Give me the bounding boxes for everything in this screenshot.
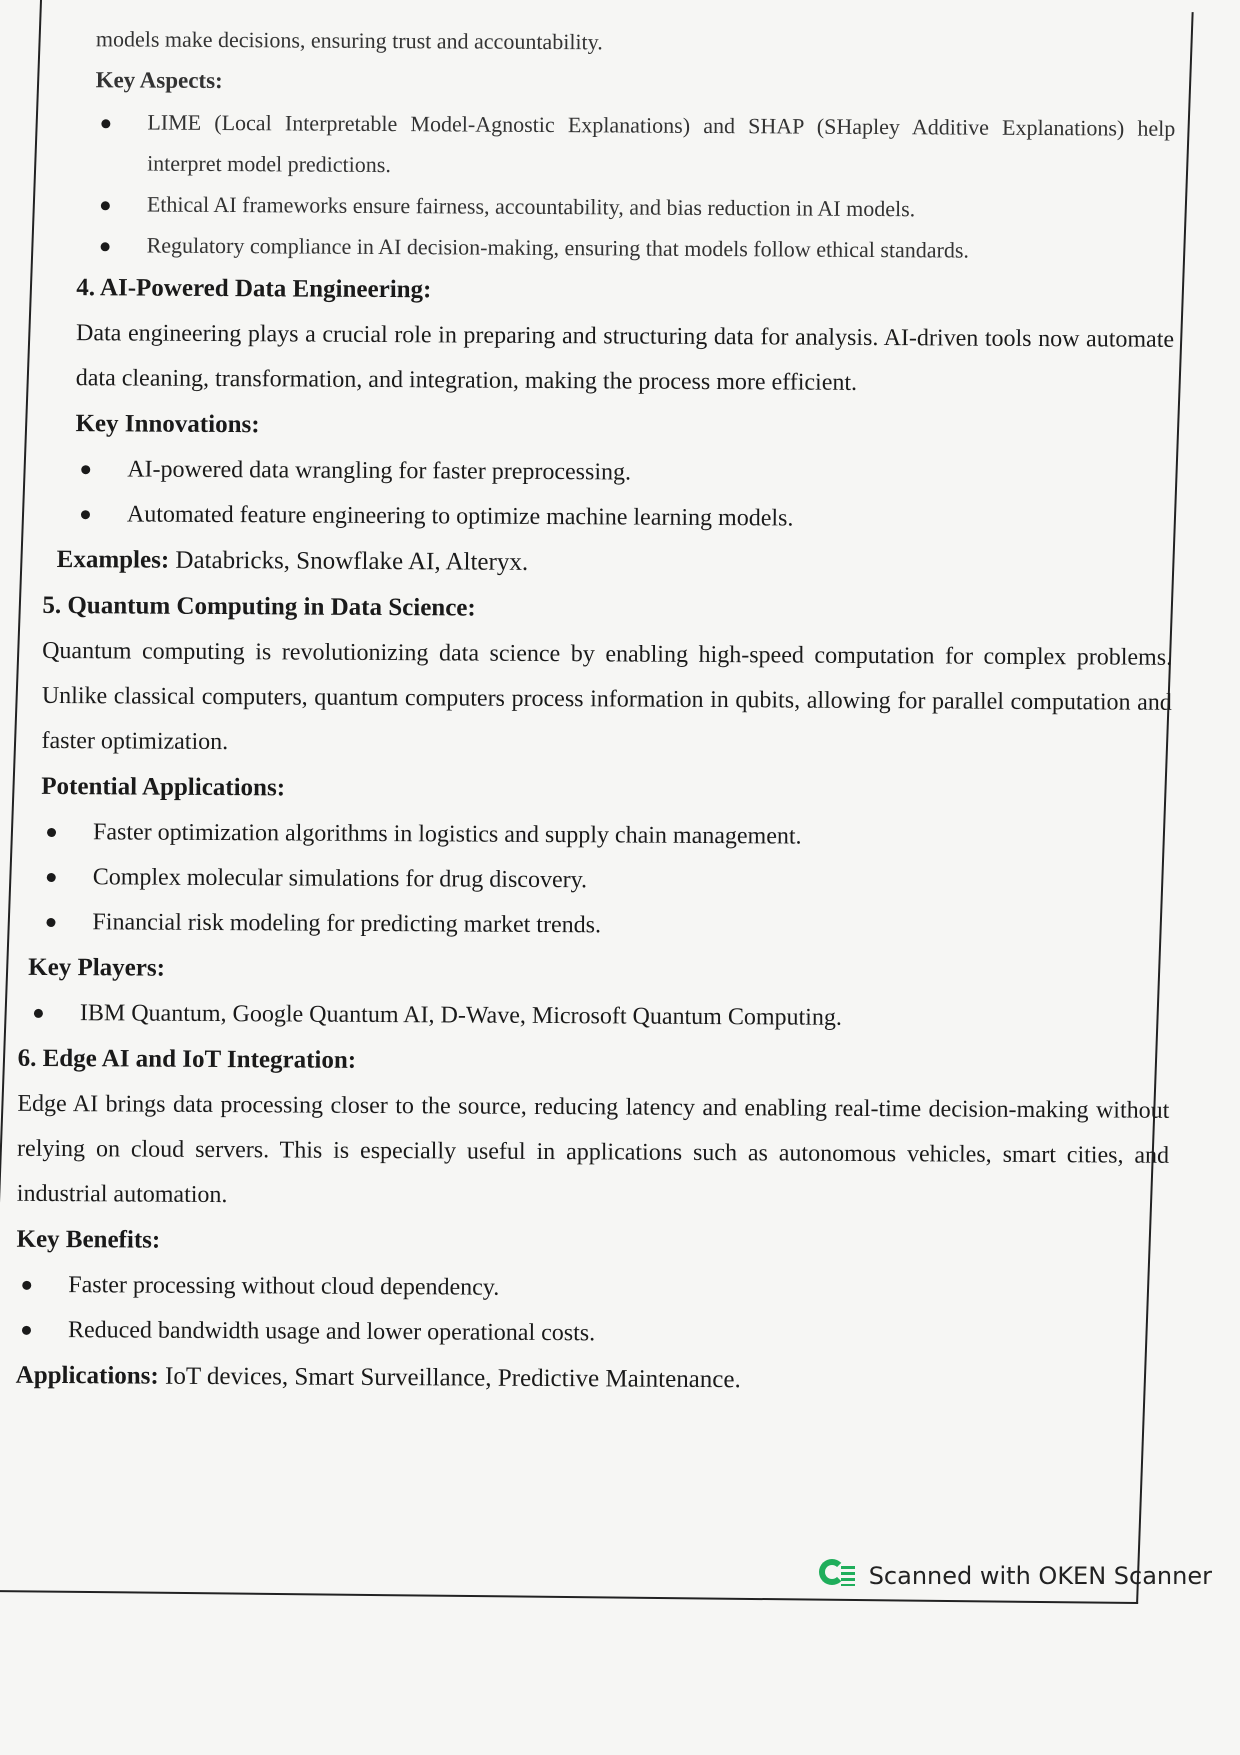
examples-line [57,537,1173,590]
bullet-icon [22,1326,31,1335]
list-item: AI-powered data wrangling for faster preprocessing. [75,447,1173,499]
bullet-icon [22,1281,31,1290]
list-item: Faster optimization algorithms in logistics and supply chain management. [41,810,1171,862]
list-item: IBM Quantum, Google Quantum AI, D-Wave, Microsoft Quantum Computing. [28,991,1170,1043]
list-item: Automated feature engineering to optimize machine learning models. [75,492,1173,544]
bullet-icon [101,119,110,128]
document-content [15,18,1176,1406]
key-benefits-list [16,1263,1169,1360]
bullet-icon [81,465,90,474]
bullet-icon [81,510,90,519]
key-innovations-list [75,447,1174,544]
section-5-body: Quantum computing is revolutionizing data science by enabling high-speed computation for complex problems. Unlike classical computers, quantum computers process information in qubits, allowing for parallel computation and faster optimization. [41,637,1173,756]
key-innovations-heading: Key Innovations: [75,410,260,439]
section-6-body: Edge AI brings data processing closer to the source, reducing latency and enabling real-time decision-making without relying on cloud servers. This is especially useful in applications such as autonomous vehicles, smart cities, and industrial automation. [16,1090,1170,1209]
potential-applications-list [40,810,1171,952]
list-item: Reduced bandwidth usage and lower operational costs. [16,1308,1168,1360]
bullet-icon [101,242,110,251]
list-item: Faster processing without cloud dependency. [16,1263,1168,1315]
section-4-body: Data engineering plays a crucial role in preparing and structuring data for analysis. AI-driven tools now automate data cleaning, transformation, and integration, making the process more efficient. [75,320,1175,396]
bullet-icon [46,918,55,927]
list-item: Financial risk modeling for predicting market trends. [40,900,1170,952]
section-5-title: 5. Quantum Computing in Data Science: [42,591,476,622]
scanner-text: Scanned with OKEN Scanner [868,1562,1212,1590]
key-players-list [28,991,1170,1043]
bullet-icon [47,873,56,882]
list-item: Regulatory compliance in AI decision-making, ensuring that models follow ethical standards. [94,224,1174,272]
section-6-title: 6. Edge AI and IoT Integration: [17,1044,357,1074]
intro-continuation: models make decisions, ensuring trust and accountability. [95,26,603,55]
applications-text: IoT devices, Smart Surveillance, Predictive Maintenance. [158,1362,741,1394]
section-explainable-ai [94,18,1175,272]
examples-label: Examples: [56,546,170,574]
key-benefits-heading: Key Benefits: [16,1225,161,1254]
bullet-icon [101,201,110,210]
section-4-title: 4. AI-Powered Data Engineering: [76,274,432,304]
key-players-heading: Key Players: [28,953,166,982]
list-item: Ethical AI frameworks ensure fairness, accountability, and bias reduction in AI models. [95,183,1175,231]
section-edge-ai [16,1036,1170,1406]
bullet-icon [47,828,56,837]
section-ai-data-engineering [75,265,1175,544]
examples-text: Databricks, Snowflake AI, Alteryx. [169,546,529,576]
scanner-watermark [817,1557,1212,1595]
key-players-block [28,945,1171,1043]
key-aspects-list [94,101,1175,272]
bullet-icon [34,1009,43,1018]
oken-scanner-logo-icon [817,1557,855,1595]
list-item: Complex molecular simulations for drug discovery. [41,855,1171,907]
section-quantum-computing [40,583,1172,952]
key-aspects-heading: Key Aspects: [95,67,223,94]
applications-label: Applications: [15,1361,159,1390]
potential-applications-heading: Potential Applications: [41,772,286,802]
list-item: LIME (Local Interpretable Model-Agnostic Explanations) and SHAP (SHapley Additive Explanations) help interpret model predictions. [95,101,1175,190]
